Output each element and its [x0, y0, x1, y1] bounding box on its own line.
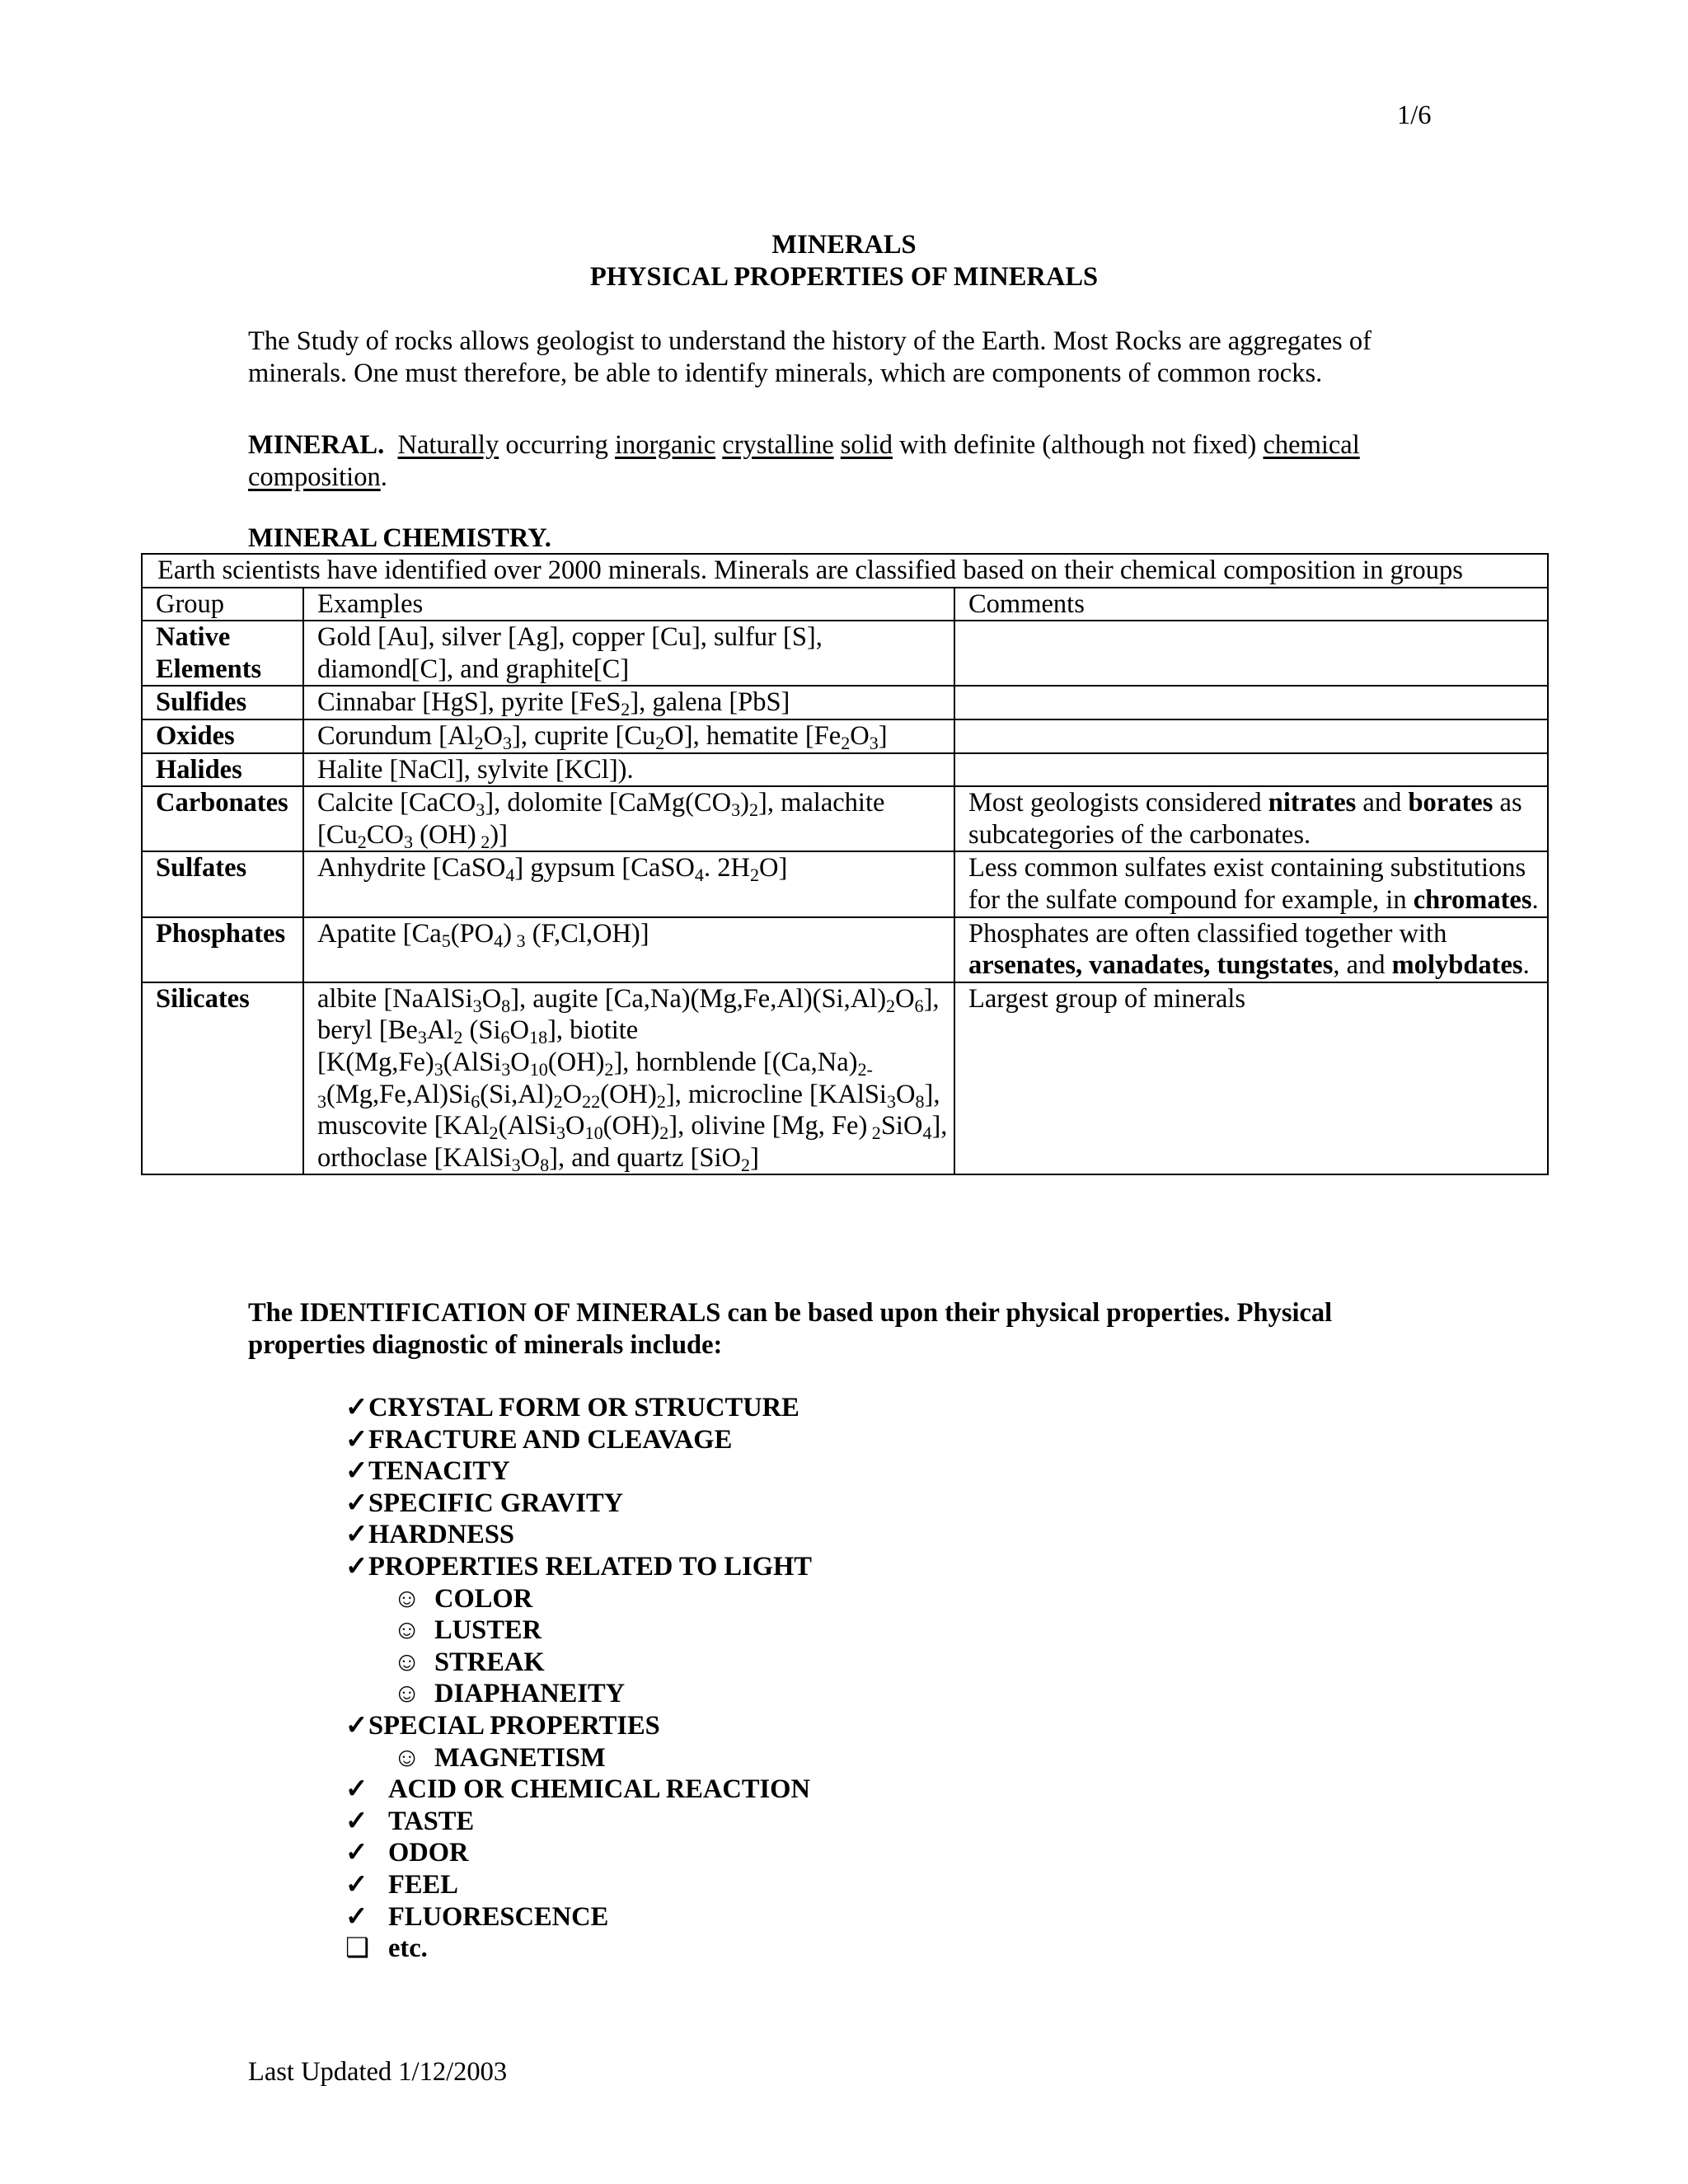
table-row — [142, 753, 1548, 787]
def-word-chemical-composition: chemical composition — [248, 430, 1360, 492]
smiley-face-icon: ☺ — [393, 1647, 421, 1677]
list-item: ☺ DIAPHANEITY — [393, 1679, 626, 1709]
table-row — [142, 917, 1548, 982]
group-native-elements: Native Elements — [142, 621, 303, 686]
comments-halides — [954, 753, 1548, 787]
intro-paragraph: The Study of rocks allows geologist to understand the history of the Earth. Most Rocks are aggregates of minerals. One must therefore, be able to identify minerals, which are components of common rocks. — [248, 326, 1372, 388]
examples-oxides: Corundum $[Al_2O_3]$, cuprite $[Cu_2O]$, hematite $[Fe_2O_3]$ — [303, 719, 954, 753]
group-halides: Halides — [142, 753, 303, 787]
check-mark-icon: ✓ — [345, 1456, 368, 1487]
smiley-face-icon: ☺ — [393, 1615, 421, 1646]
examples-native-elements: Gold [Au], silver [Ag], copper [Cu], sulfur [S], diamond[C], and graphite[C] — [303, 621, 954, 686]
table-caption: Earth scientists have identified over 2000 minerals. Minerals are classified based on their chemical composition in groups — [142, 554, 1548, 588]
comments-phosphates: Phosphates are often classified together with arsenates, vanadates, tungstates, and molybdates. — [954, 917, 1548, 982]
check-mark-icon: ✓ — [345, 1710, 368, 1741]
list-item: ☺ STREAK — [393, 1647, 545, 1677]
group-phosphates: Phosphates — [142, 917, 303, 982]
list-item: ✓ ACID OR CHEMICAL REACTION — [345, 1774, 810, 1805]
list-item: ✓CRYSTAL FORM OR STRUCTURE — [345, 1393, 799, 1422]
page-title: MINERALS — [771, 230, 917, 260]
chemistry-heading: MINERAL CHEMISTRY. — [248, 523, 551, 553]
mineral-chemistry-table — [141, 553, 1549, 1175]
check-mark-icon: ✓ — [345, 1393, 368, 1422]
list-item: ☺ MAGNETISM — [393, 1742, 606, 1773]
comments-native-elements — [954, 621, 1548, 686]
check-mark-icon: ✓ — [345, 1551, 368, 1582]
list-item: ✓ FLUORESCENCE — [345, 1901, 609, 1932]
check-mark-icon: ✓ — [345, 1520, 368, 1550]
examples-sulfates: Anhydrite [CaSO$_4$] gypsum [CaSO$_4$. $2H_2O$] — [303, 851, 954, 916]
group-silicates: Silicates — [142, 982, 303, 1175]
table-row — [142, 786, 1548, 851]
list-item: ✓PROPERTIES RELATED TO LIGHT — [345, 1551, 812, 1582]
def-word-naturally: Naturally — [397, 430, 499, 460]
check-mark-icon: ✓ — [345, 1869, 368, 1900]
comments-sulfides — [954, 686, 1548, 719]
table-row — [142, 719, 1548, 753]
comments-silicates: Largest group of minerals — [954, 982, 1548, 1175]
table-caption-row — [142, 554, 1548, 588]
group-sulfides: Sulfides — [142, 686, 303, 719]
title-block — [0, 229, 1688, 293]
comments-carbonates: Most geologists considered nitrates and borates as subcategories of the carbonates. — [954, 786, 1548, 851]
check-mark-icon: ✓ — [345, 1901, 368, 1932]
group-sulfates: Sulfates — [142, 851, 303, 916]
smiley-face-icon: ☺ — [393, 1679, 421, 1709]
comments-sulfates: Less common sulfates exist containing substitutions for the sulfate compound for example, in chromates. — [954, 851, 1548, 916]
table-row — [142, 982, 1548, 1175]
footer-last-updated: Last Updated 1/12/2003 — [248, 2057, 508, 2087]
check-mark-icon: ✓ — [345, 1838, 368, 1868]
check-mark-icon: ✓ — [345, 1806, 368, 1836]
list-item: ✓ ODOR — [345, 1838, 469, 1868]
page-subtitle: PHYSICAL PROPERTIES OF MINERALS — [589, 261, 1099, 292]
check-mark-icon: ✓ — [345, 1424, 368, 1455]
comments-oxides — [954, 719, 1548, 753]
group-carbonates: Carbonates — [142, 786, 303, 851]
def-word-crystalline: crystalline — [722, 430, 834, 460]
header-comments: Comments — [954, 588, 1548, 621]
examples-sulfides: Cinnabar [HgS], pyrite [FeS$_2$], galena [PbS] — [303, 686, 954, 719]
list-item: ✓HARDNESS — [345, 1520, 514, 1550]
list-item: ✓FRACTURE AND CLEAVAGE — [345, 1424, 733, 1455]
smiley-face-icon: ☺ — [393, 1742, 421, 1773]
group-oxides: Oxides — [142, 719, 303, 753]
check-mark-icon: ✓ — [345, 1774, 368, 1805]
def-text: occurring — [499, 430, 615, 460]
definition-term: MINERAL. — [248, 430, 385, 460]
list-item: ✓ TASTE — [345, 1806, 475, 1836]
table-row — [142, 621, 1548, 686]
def-text: . — [380, 462, 387, 492]
table-row — [142, 686, 1548, 719]
def-word-inorganic: inorganic — [614, 430, 716, 460]
def-word-solid: solid — [840, 430, 893, 460]
list-item: ✓SPECIFIC GRAVITY — [345, 1488, 624, 1518]
smiley-face-icon: ☺ — [393, 1583, 421, 1614]
def-text: with definite (although not fixed) — [892, 430, 1264, 460]
list-item: ❑ etc. — [345, 1933, 428, 1964]
list-item: ✓SPECIAL PROPERTIES — [345, 1710, 660, 1741]
page-number: 1/6 — [1397, 101, 1432, 130]
header-group: Group — [142, 588, 303, 621]
identification-paragraph: The IDENTIFICATION OF MINERALS can be based upon their physical properties. Physical properties diagnostic of minerals include: — [248, 1298, 1333, 1360]
mineral-definition — [248, 429, 1443, 493]
list-item: ✓TENACITY — [345, 1456, 510, 1487]
examples-phosphates: Apatite [$Ca_5(PO_4)$ $_3$ (F,Cl,OH)] — [303, 917, 954, 982]
table-header-row — [142, 588, 1548, 621]
table-row — [142, 851, 1548, 916]
property-list — [345, 1392, 812, 1965]
examples-carbonates: Calcite [CaCO$_3$], dolomite $[CaMg(CO_3)_2]$, malachite [$Cu_2CO_3$ (OH) $_2$)] — [303, 786, 954, 851]
examples-halides: Halite [NaCl], sylvite [KCl]). — [303, 753, 954, 787]
list-item: ✓ FEEL — [345, 1869, 458, 1900]
list-item: ☺ LUSTER — [393, 1615, 542, 1646]
check-mark-icon: ✓ — [345, 1488, 368, 1518]
list-item: ☺ COLOR — [393, 1583, 533, 1614]
empty-checkbox-icon: ❑ — [345, 1933, 370, 1964]
header-examples: Examples — [303, 588, 954, 621]
examples-silicates: albite $[NaAlSi_3O_8]$, augite $[Ca,Na)(Mg,Fe,Al)(Si,Al)_2O_6$], beryl [$Be_3Al_2$ $(Si_6O_{18}]$, biotite [$K(Mg,Fe)_3(AlSi_3O_{10}(OH)_2]$, hornblende $[(Ca,Na)_{2-3}(Mg,Fe,Al)Si_6(Si,Al)_2O_{22}(OH)_2]$, microcline $[KAlSi_3O_8]$, muscovite [$KAl_2(AlSi_3O_{10}(OH)_2]$, olivine [Mg, Fe) $_2$SiO$_4$], orthoclase $[KAlSi_3O_8]$, and quartz [SiO$_2$] — [303, 982, 954, 1175]
